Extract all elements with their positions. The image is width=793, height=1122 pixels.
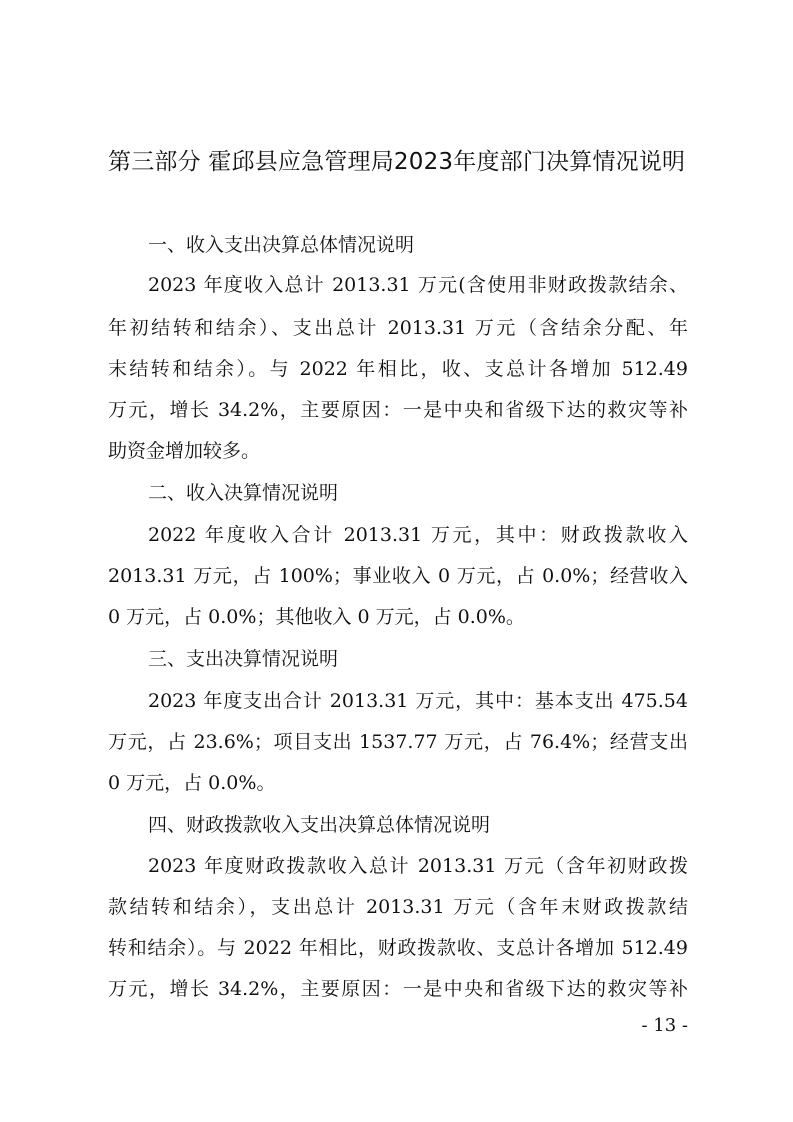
section-heading-4: 四、财政拨款收入支出决算总体情况说明 — [148, 814, 491, 836]
paragraph-line: 助资金增加较多。 — [108, 440, 261, 462]
paragraph-line: 2013.31 万元，占 100%；事业收入 0 万元，占 0.0%；经营收入 — [108, 565, 688, 587]
paragraph-line: 0 万元，占 0.0%；其他收入 0 万元，占 0.0%。 — [108, 606, 525, 628]
paragraph-line: 2023 年度财政拨款收入总计 2013.31 万元（含年初财政拨 — [148, 855, 688, 877]
section-heading-2: 二、收入决算情况说明 — [148, 482, 339, 504]
section-heading-3: 三、支出决算情况说明 — [148, 648, 339, 670]
paragraph-line: 万元，占 23.6%；项目支出 1537.77 万元，占 76.4%；经营支出 — [108, 731, 688, 753]
paragraph-line: 末结转和结余）。与 2022 年相比，收、支总计各增加 512.49 — [108, 358, 688, 380]
page-title: 第三部分 霍邱县应急管理局2023年度部门决算情况说明 — [108, 149, 686, 175]
section-heading-1: 一、收入支出决算总体情况说明 — [148, 234, 415, 256]
page-number: - 13 - — [641, 1015, 688, 1036]
paragraph-line: 万元，增长 34.2%，主要原因：一是中央和省级下达的救灾等补 — [108, 399, 688, 421]
paragraph-line: 2023 年度收入总计 2013.31 万元(含使用非财政拨款结余、 — [148, 274, 688, 296]
paragraph-line: 万元，增长 34.2%，主要原因：一是中央和省级下达的救灾等补 — [108, 978, 688, 1000]
paragraph-line: 2022 年度收入合计 2013.31 万元，其中：财政拨款收入 — [148, 524, 688, 546]
paragraph-line: 年初结转和结余）、支出总计 2013.31 万元（含结余分配、年 — [108, 317, 688, 339]
paragraph-line: 0 万元，占 0.0%。 — [108, 772, 276, 794]
paragraph-line: 转和结余）。与 2022 年相比，财政拨款收、支总计各增加 512.49 — [108, 937, 688, 959]
paragraph-line: 款结转和结余），支出总计 2013.31 万元（含年末财政拨款结 — [108, 896, 688, 918]
paragraph-line: 2023 年度支出合计 2013.31 万元，其中：基本支出 475.54 — [148, 690, 688, 712]
